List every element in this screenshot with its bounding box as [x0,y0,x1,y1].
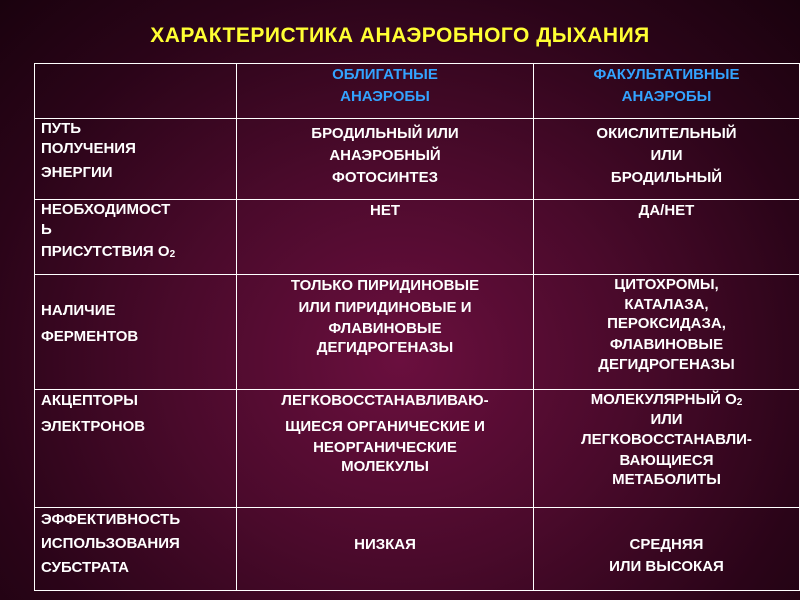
table-row [35,275,800,390]
label-text: ИСПОЛЬЗОВАНИЯ [41,534,180,552]
label-text: Ь [41,220,52,238]
cell-text: ИЛИ [650,146,683,164]
cell-obligate-energy-pathway [237,119,534,200]
cell-text: ИЛИ ВЫСОКАЯ [609,557,724,575]
cell-text: БРОДИЛЬНЫЙ ИЛИ [311,125,459,142]
cell-text: СРЕДНЯЯ [629,536,704,553]
header-facultative-anaerobes [534,64,800,119]
cell-text: БРОДИЛЬНЫЙ [610,168,723,186]
cell-text: ЦИТОХРОМЫ, [614,276,719,293]
cell-text: ДЕГИДРОГЕНАЗЫ [598,356,735,374]
cell-text: НЕОРГАНИЧЕСКИЕ [313,438,457,456]
table-row [35,200,800,275]
header-text: ОБЛИГАТНЫЕ [332,66,438,83]
subscript-2: 2 [169,249,176,260]
cell-text: ЛЕГКОВОССТАНАВЛИ- [581,431,752,448]
cell-text: ОКИСЛИТЕЛЬНЫЙ [596,125,737,142]
cell-text: ФОТОСИНТЕЗ [332,168,438,186]
comparison-table [34,63,800,591]
cell-text: ДЕГИДРОГЕНАЗЫ [316,339,454,356]
row-label-enzymes [35,275,237,390]
cell-text: АНАЭРОБНЫЙ [329,146,441,164]
table-row [35,119,800,200]
label-text: ЭФФЕКТИВНОСТЬ [41,511,181,528]
header-empty-cell [35,64,237,119]
page-title: ХАРАКТЕРИСТИКА АНАЭРОБНОГО ДЫХАНИЯ [150,24,650,47]
label-text: НЕОБХОДИМОСТ [41,201,171,218]
header-text: АНАЭРОБЫ [621,87,712,105]
label-text: ПРИСУТСТВИЯ О [41,243,170,260]
cell-facultative-oxygen [534,200,800,275]
header-obligate-anaerobes [237,64,534,119]
cell-facultative-efficiency [534,508,800,591]
cell-text: ИЛИ ПИРИДИНОВЫЕ И [298,298,472,316]
cell-text: МОЛЕКУЛЫ [341,458,429,475]
cell-text: ДА/НЕТ [638,202,695,219]
cell-obligate-electron-acceptors [237,390,534,508]
label-text: СУБСТРАТА [41,558,129,576]
cell-text: ВАЮЩИЕСЯ [619,451,714,469]
cell-facultative-enzymes [534,275,800,390]
row-label-substrate-efficiency [35,508,237,591]
label-text: ФЕРМЕНТОВ [41,327,139,345]
label-text: НАЛИЧИЕ [41,302,116,319]
label-text: ЭНЕРГИИ [41,164,113,181]
cell-facultative-electron-acceptors [534,390,800,508]
cell-text: ФЛАВИНОВЫЕ [328,319,442,337]
cell-obligate-efficiency [237,508,534,591]
cell-text: ЩИЕСЯ ОРГАНИЧЕСКИЕ И [285,417,485,435]
cell-text: ТОЛЬКО ПИРИДИНОВЫЕ [290,277,480,294]
cell-text: НИЗКАЯ [354,536,416,553]
subscript-2: 2 [736,397,743,408]
cell-text-o2-line [540,390,793,410]
label-text: АКЦЕПТОРЫ [41,392,138,409]
cell-text: НЕТ [370,202,400,219]
cell-facultative-energy-pathway [534,119,800,200]
cell-text: ФЛАВИНОВЫЕ [609,335,724,353]
table-row [35,390,800,508]
table-header-row [35,64,800,119]
header-text: АНАЭРОБЫ [340,87,430,105]
row-label-electron-acceptors [35,390,237,508]
cell-text: МЕТАБОЛИТЫ [612,471,721,489]
cell-text: ПЕРОКСИДАЗА, [607,315,726,332]
label-text-o2-line [41,241,230,263]
row-label-energy-pathway [35,119,237,200]
row-label-oxygen-requirement [35,200,237,275]
header-text: ФАКУЛЬТАТИВНЫЕ [593,66,740,83]
cell-text: ЛЕГКОВОССТАНАВЛИВАЮ- [281,392,489,409]
label-text: ЭЛЕКТРОНОВ [41,417,146,435]
cell-obligate-enzymes [237,275,534,390]
cell-obligate-oxygen [237,200,534,275]
table-row [35,508,800,591]
label-text: ПУТЬ [41,120,82,137]
label-text: ПОЛУЧЕНИЯ [41,139,136,157]
cell-text: ИЛИ [650,410,683,428]
cell-text: КАТАЛАЗА, [624,295,709,313]
cell-text: МОЛЕКУЛЯРНЫЙ О [590,391,737,408]
